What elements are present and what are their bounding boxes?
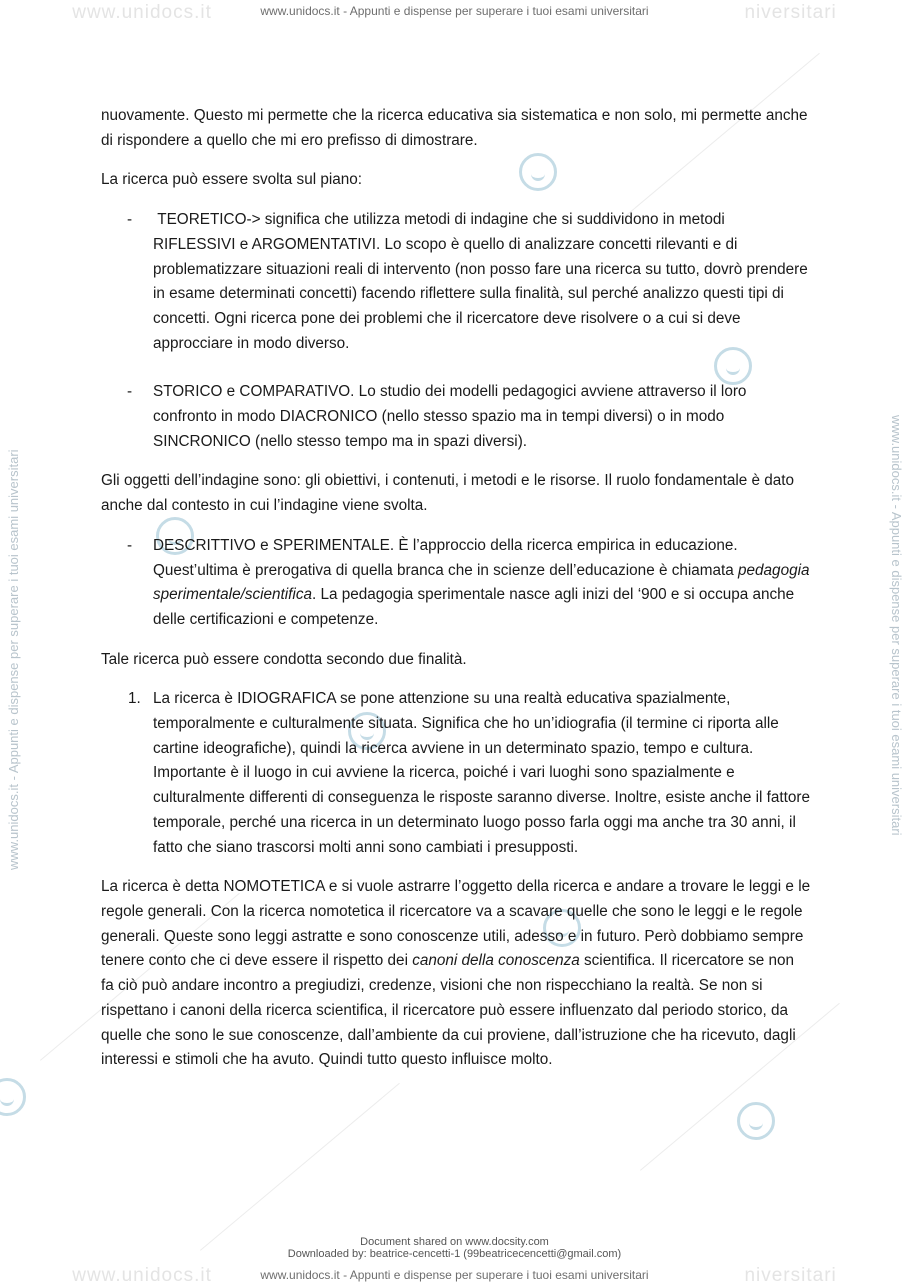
document-body [101,104,811,1073]
paragraph-part: La ricerca è detta NOMOTETICA e si vuole astrarre l’oggetto della ricerca e andare a trovare le leggi e le regole generali. Con la ricerca nomotetica il ricercatore va a scavare quelle che sono le leggi e le regole generali. Queste sono leggi astratte e sono conoscenze utili, adesso e in futuro. Però dobbiamo sempre tenere conto che ci deve essere il rispetto dei [101,878,811,970]
footer-shared-line: Document shared on www.docsity.com [360,1236,549,1248]
paragraph-part: scientifica. Il ricercatore se non fa ciò può andare incontro a pregiudizi, credenze, visioni che non rispecchiano la realtà. Se non si rispettano i canoni della ricerca scientifica, il ricercatore può essere influenzato dal periodo storico, da quelle che sono le sue conoscenze, dall’ambiente da cui proviene, dall’istruzione che ha ricevuto, dagli interessi e stimoli che ha avuto. Quindi tutto questo influisce molto. [101,952,796,1069]
ghost-watermark-left-text: www.unidocs.it [72,1265,212,1286]
paragraph: La ricerca può essere svolta sul piano: [101,171,363,189]
ghost-watermark-right-text: niversitari [744,1265,837,1286]
list-item-text: TEORETICO-> significa che utilizza metodi di indagine che si suddividono in metodi RIFLESSIVI e ARGOMENTATIVI. Lo scopo è quello di analizzare concetti rilevanti e di problematizzare situazioni reali di intervento (non posso fare una ricerca su tutto, dovrò prendere in esame determinati concetti) facendo riflettere sulla finalità, sul perché analizzo questi tipi di concetti. Ogni ricerca pone dei problemi che il ricercatore deve risolvere o a cui si deve approcciare in modo diverso. [153,211,812,352]
list-item-text: STORICO e COMPARATIVO. Lo studio dei modelli pedagogici avviene attraverso il loro confronto in modo DIACRONICO (nello stesso spazio ma in tempi diversi) o in modo SINCRONICO (nello stesso tempo ma in spazi diversi). [153,383,747,450]
ghost-watermark-left-text: www.unidocs.it [72,2,212,23]
watermark-side-right: www.unidocs.it - Appunti e dispense per superare i tuoi esami universitari [889,415,904,836]
list-item-text: La ricerca è IDIOGRAFICA se pone attenzione su una realtà educativa spazialmente, temporalmente e culturalmente situata. Significa che ho un’idiografia (il termine ci riporta alle cartine ideografiche), quindi la ricerca avviene in un determinato spazio, tempo e cultura. Importante è il luogo in cui avviene la ricerca, poiché i vari luoghi sono spazialmente e culturalmente differenti di conseguenza le risposte saranno diverse. Inoltre, esiste anche il fattore temporale, perché una ricerca in un determinato luogo posso farla oggi ma anche tra 30 anni, il fatto che siano trascorsi molti anni sono cambiati i presupposti. [153,690,811,856]
paragraph: Tale ricerca può essere condotta secondo due finalità. [101,650,467,668]
watermark-header: www.unidocs.it - Appunti e dispense per superare i tuoi esami universitari [260,4,649,18]
watermark-diagonal-line [200,1083,400,1251]
list-item [101,534,811,633]
paragraph: nuovamente. Questo mi permette che la ricerca educativa sia sistematica e non solo, mi permette anche di rispondere a quello che mi ero prefisso di dimostrare. [101,107,808,149]
list-number: 1. [128,690,141,708]
watermark-footer: www.unidocs.it - Appunti e dispense per superare i tuoi esami universitari [260,1268,649,1282]
list-item-text-part: DESCRITTIVO e SPERIMENTALE. È l’approccio della ricerca empirica in educazione. Quest’ultima è prerogativa di quella branca che in scienze dell’educazione è chiamata [153,536,739,579]
list-item-text-part: . La pedagogia sperimentale nasce agli inizi del ‘900 e si occupa anche delle certificazioni e competenze. [153,586,795,628]
paragraph [101,875,811,1073]
unidocs-logo-icon [737,1102,775,1140]
list-marker: - [127,536,133,554]
footer-downloaded-line: Downloaded by: beatrice-cencetti-1 (99beatricecencetti@gmail.com) [287,1248,622,1260]
list-item [101,208,811,356]
docsity-footer [0,1236,909,1260]
list-item [101,380,811,454]
italic-term: pedagogia sperimentale/scientifica [153,561,810,604]
italic-term: canoni della conoscenza [412,952,580,970]
paragraph: Gli oggetti dell’indagine sono: gli obiettivi, i contenuti, i metodi e le risorse. Il ruolo fondamentale è dato anche dal contesto in cui l’indagine viene svolta. [101,472,795,515]
numbered-list-item [101,687,811,860]
list-marker: - [127,383,133,401]
list-marker: - [127,211,133,229]
list-item-text [153,534,811,633]
ghost-watermark-right-text: niversitari [744,2,837,23]
unidocs-logo-icon [0,1078,26,1116]
watermark-side-left: www.unidocs.it - Appunti e dispense per superare i tuoi esami universitari [6,449,21,870]
